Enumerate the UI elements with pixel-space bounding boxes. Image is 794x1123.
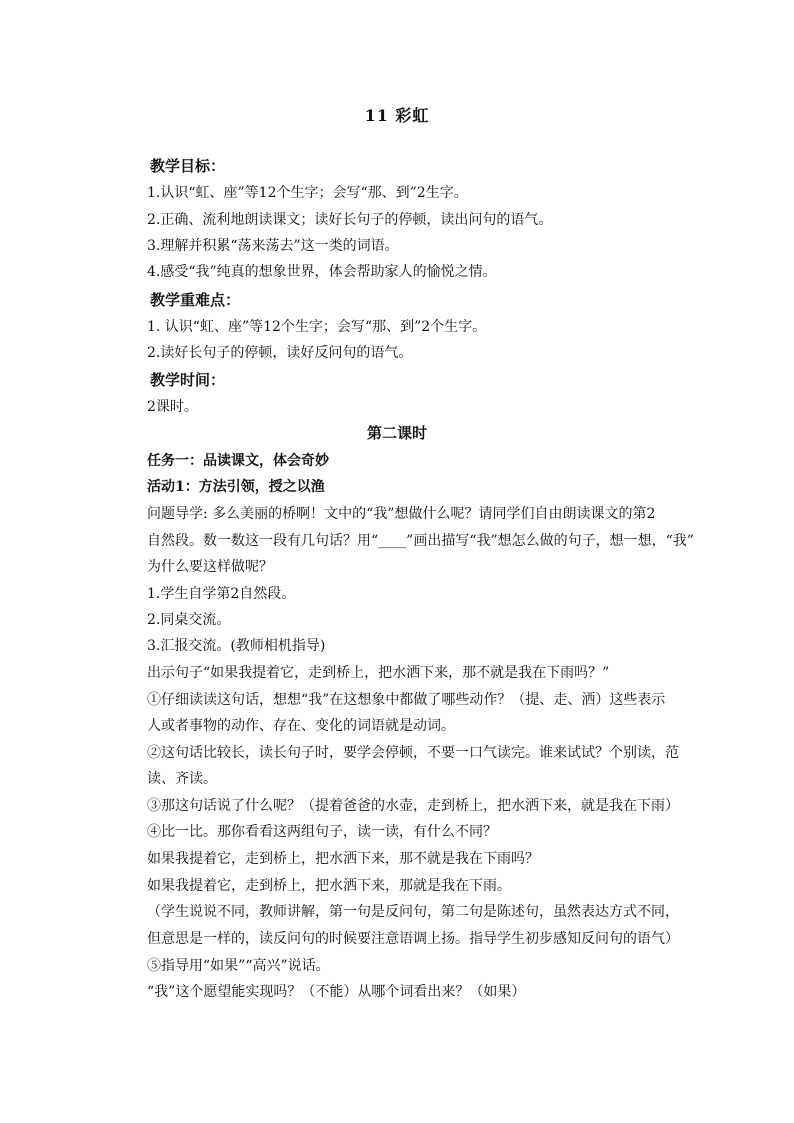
activity-heading: 活动1：方法引领，授之以渔 — [147, 479, 325, 495]
body-line: 问题导学: 多么美丽的桥啊！文中的“我”想做什么呢？请同学们自由朗读课文的第2 — [147, 506, 656, 522]
body-line: ②这句话比较长，读长句子时，要学会停顿，不要一口气读完。谁来试试？个别读，范 — [147, 745, 679, 761]
body-line: 读、齐读。 — [147, 771, 217, 787]
body-line: ①仔细读读这句话，想想“我”在这想象中都做了哪些动作？（提、走、洒）这些表示 — [147, 692, 666, 708]
body-line: 3.汇报交流。(教师相机指导) — [147, 638, 326, 654]
body-line: 自然段。数一数这一段有几句话？用“____”画出描写“我”想怎么做的句子，想一想，“我” — [147, 533, 694, 549]
document-title: 11 彩虹 — [364, 106, 430, 125]
lesson-heading: 第二课时 — [366, 424, 427, 442]
task-heading: 任务一：品读课文，体会奇妙 — [147, 453, 329, 469]
body-line: （学生说说不同，教师讲解，第一句是反问句，第二句是陈述句，虽然表达方式不同， — [147, 904, 679, 920]
body-line: “我”这个愿望能实现吗？（不能）从哪个词看出来？（如果） — [147, 984, 526, 1000]
time-value: 2课时。 — [147, 399, 198, 415]
body-line: 2.同桌交流。 — [147, 612, 231, 628]
body-line: 人或者事物的动作、存在、变化的词语就是动词。 — [147, 718, 455, 734]
body-line: ⑤指导用“如果”“高兴”说话。 — [147, 958, 330, 974]
body-line: 如果我提着它，走到桥上，把水洒下来，那就是我在下雨。 — [147, 878, 511, 894]
keypoints-heading: 教学重难点： — [150, 291, 241, 309]
body-line: 为什么要这样做呢？ — [147, 559, 273, 575]
body-line: 但意思是一样的，读反问句的时候要注意语调上扬。指导学生初步感知反问句的语气） — [147, 931, 679, 947]
goal-item: 1.认识“虹、座”等12个生字；会写“那、到”2生字。 — [147, 185, 468, 201]
goals-heading: 教学目标： — [150, 157, 226, 175]
body-line: ③那这句话说了什么呢？（提着爸爸的水壶，走到桥上，把水洒下来，就是我在下雨） — [147, 798, 679, 814]
goal-item: 3.理解并积累“荡来荡去”这一类的词语。 — [147, 238, 399, 254]
goal-item: 2.正确、流利地朗读课文；读好长句子的停顿，读出问句的语气。 — [147, 212, 553, 228]
keypoint-item: 2.读好长句子的停顿，读好反问句的语气。 — [147, 345, 413, 361]
goal-item: 4.感受“我”纯真的想象世界，体会帮助家人的愉悦之情。 — [147, 264, 497, 280]
body-line: 如果我提着它，走到桥上，把水洒下来，那不就是我在下雨吗？ — [147, 851, 539, 867]
body-line: ④比一比。那你看看这两组句子，读一读，有什么不同？ — [147, 824, 497, 840]
body-line: 1.学生自学第2自然段。 — [147, 586, 296, 602]
body-line: 出示句子“如果我提着它，走到桥上，把水洒下来，那不就是我在下雨吗？” — [147, 665, 610, 681]
keypoint-item: 1. 认识“虹、座”等12个生字；会写“那、到”2个生字。 — [147, 319, 487, 335]
time-heading: 教学时间： — [150, 371, 226, 389]
